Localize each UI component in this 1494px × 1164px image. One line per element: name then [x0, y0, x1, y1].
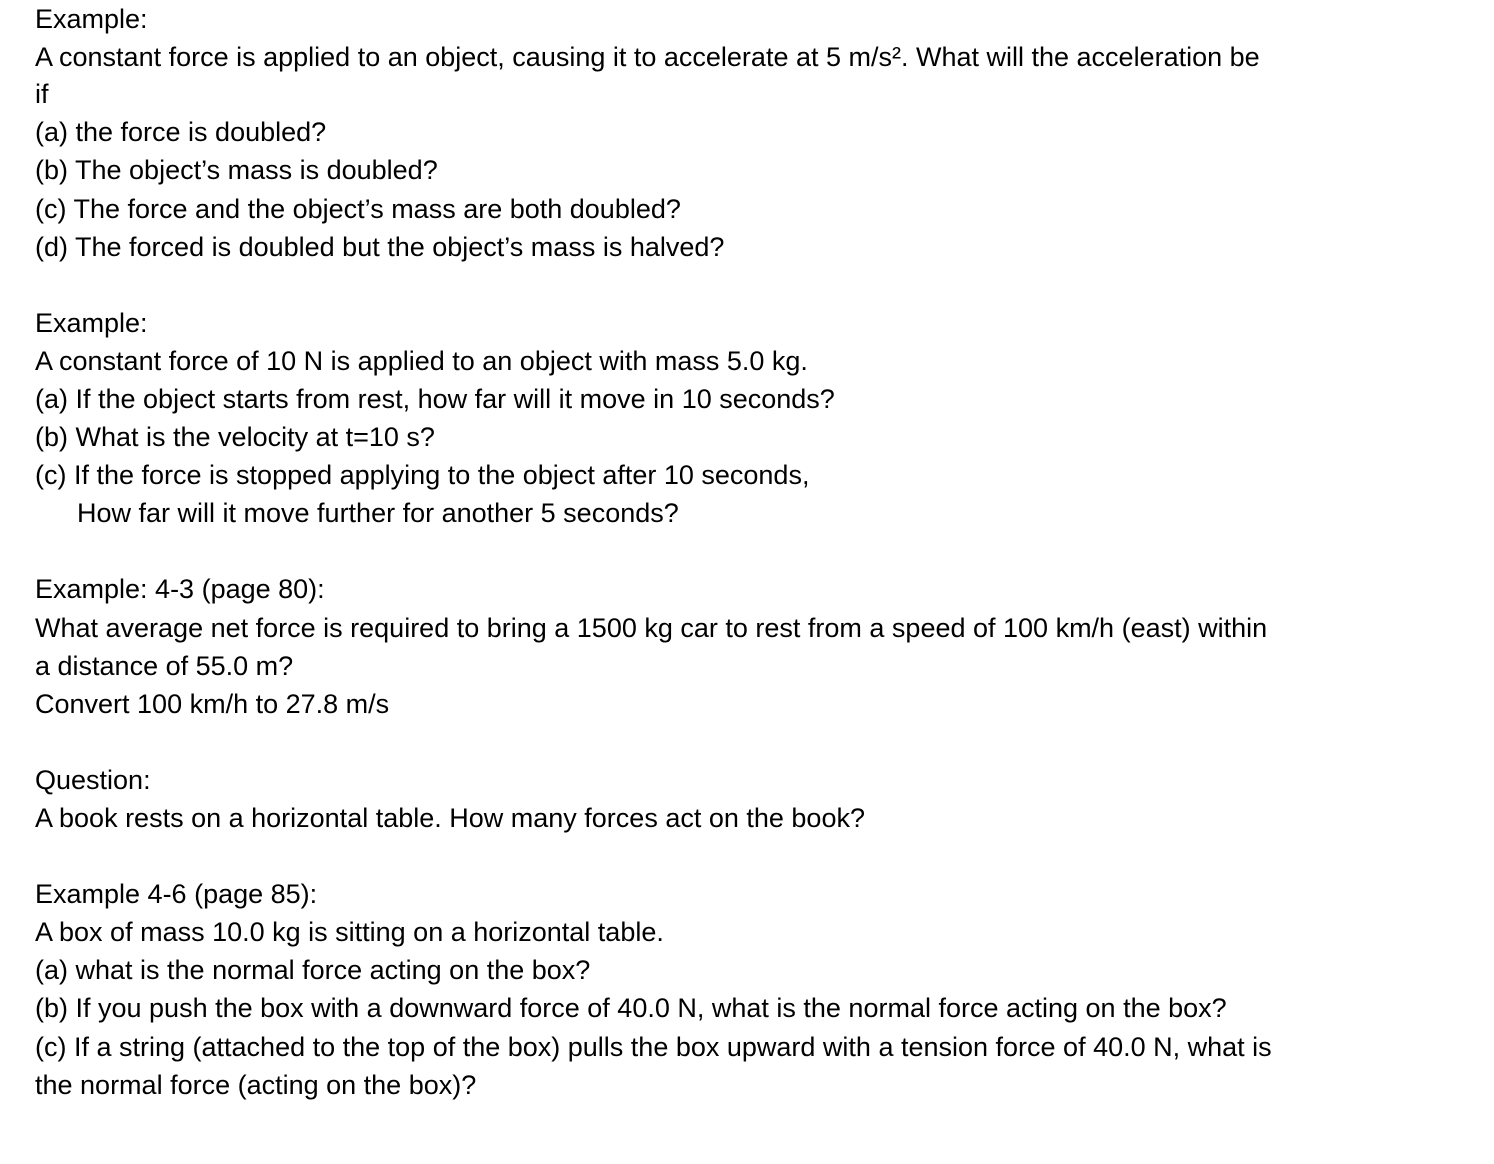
section-3-heading: Example: 4-3 (page 80):	[35, 574, 325, 604]
section-5-item-b: (b) If you push the box with a downward force of 40.0 N, what is the normal force acting on the box?	[35, 993, 1227, 1023]
section-5-item-a: (a) what is the normal force acting on the box?	[35, 955, 591, 985]
section-1-item-a: (a) the force is doubled?	[35, 117, 327, 147]
section-1-item-b: (b) The object’s mass is doubled?	[35, 155, 438, 185]
section-4-line-1: A book rests on a horizontal table. How many forces act on the book?	[35, 803, 865, 833]
section-4-heading: Question:	[35, 765, 151, 795]
section-2-item-c: (c) If the force is stopped applying to the object after 10 seconds,	[35, 460, 810, 490]
section-1-item-c: (c) The force and the object’s mass are both doubled?	[35, 194, 681, 224]
section-2-heading: Example:	[35, 308, 148, 338]
section-2-item-a: (a) If the object starts from rest, how far will it move in 10 seconds?	[35, 384, 835, 414]
section-5-line-1: A box of mass 10.0 kg is sitting on a horizontal table.	[35, 917, 664, 947]
section-1-item-d: (d) The forced is doubled but the object’s mass is halved?	[35, 232, 725, 262]
section-3-line-2: a distance of 55.0 m?	[35, 651, 294, 681]
section-1-line-2: if	[35, 79, 49, 109]
section-1-line-1: A constant force is applied to an object, causing it to accelerate at 5 m/s². What will the acceleration be	[35, 42, 1260, 72]
section-3-line-1: What average net force is required to bring a 1500 kg car to rest from a speed of 100 km/h (east) within	[35, 613, 1268, 643]
section-2-item-c-continued: How far will it move further for another 5 seconds?	[77, 498, 679, 528]
section-2-line-1: A constant force of 10 N is applied to an object with mass 5.0 kg.	[35, 346, 808, 376]
section-3-line-3: Convert 100 km/h to 27.8 m/s	[35, 689, 390, 719]
section-1-heading: Example:	[35, 4, 148, 34]
section-5-item-c: (c) If a string (attached to the top of the box) pulls the box upward with a tension force of 40.0 N, what is	[35, 1032, 1272, 1062]
section-5-item-c-continued: the normal force (acting on the box)?	[35, 1070, 477, 1100]
section-2-item-b: (b) What is the velocity at t=10 s?	[35, 422, 435, 452]
section-5-heading: Example 4-6 (page 85):	[35, 879, 318, 909]
